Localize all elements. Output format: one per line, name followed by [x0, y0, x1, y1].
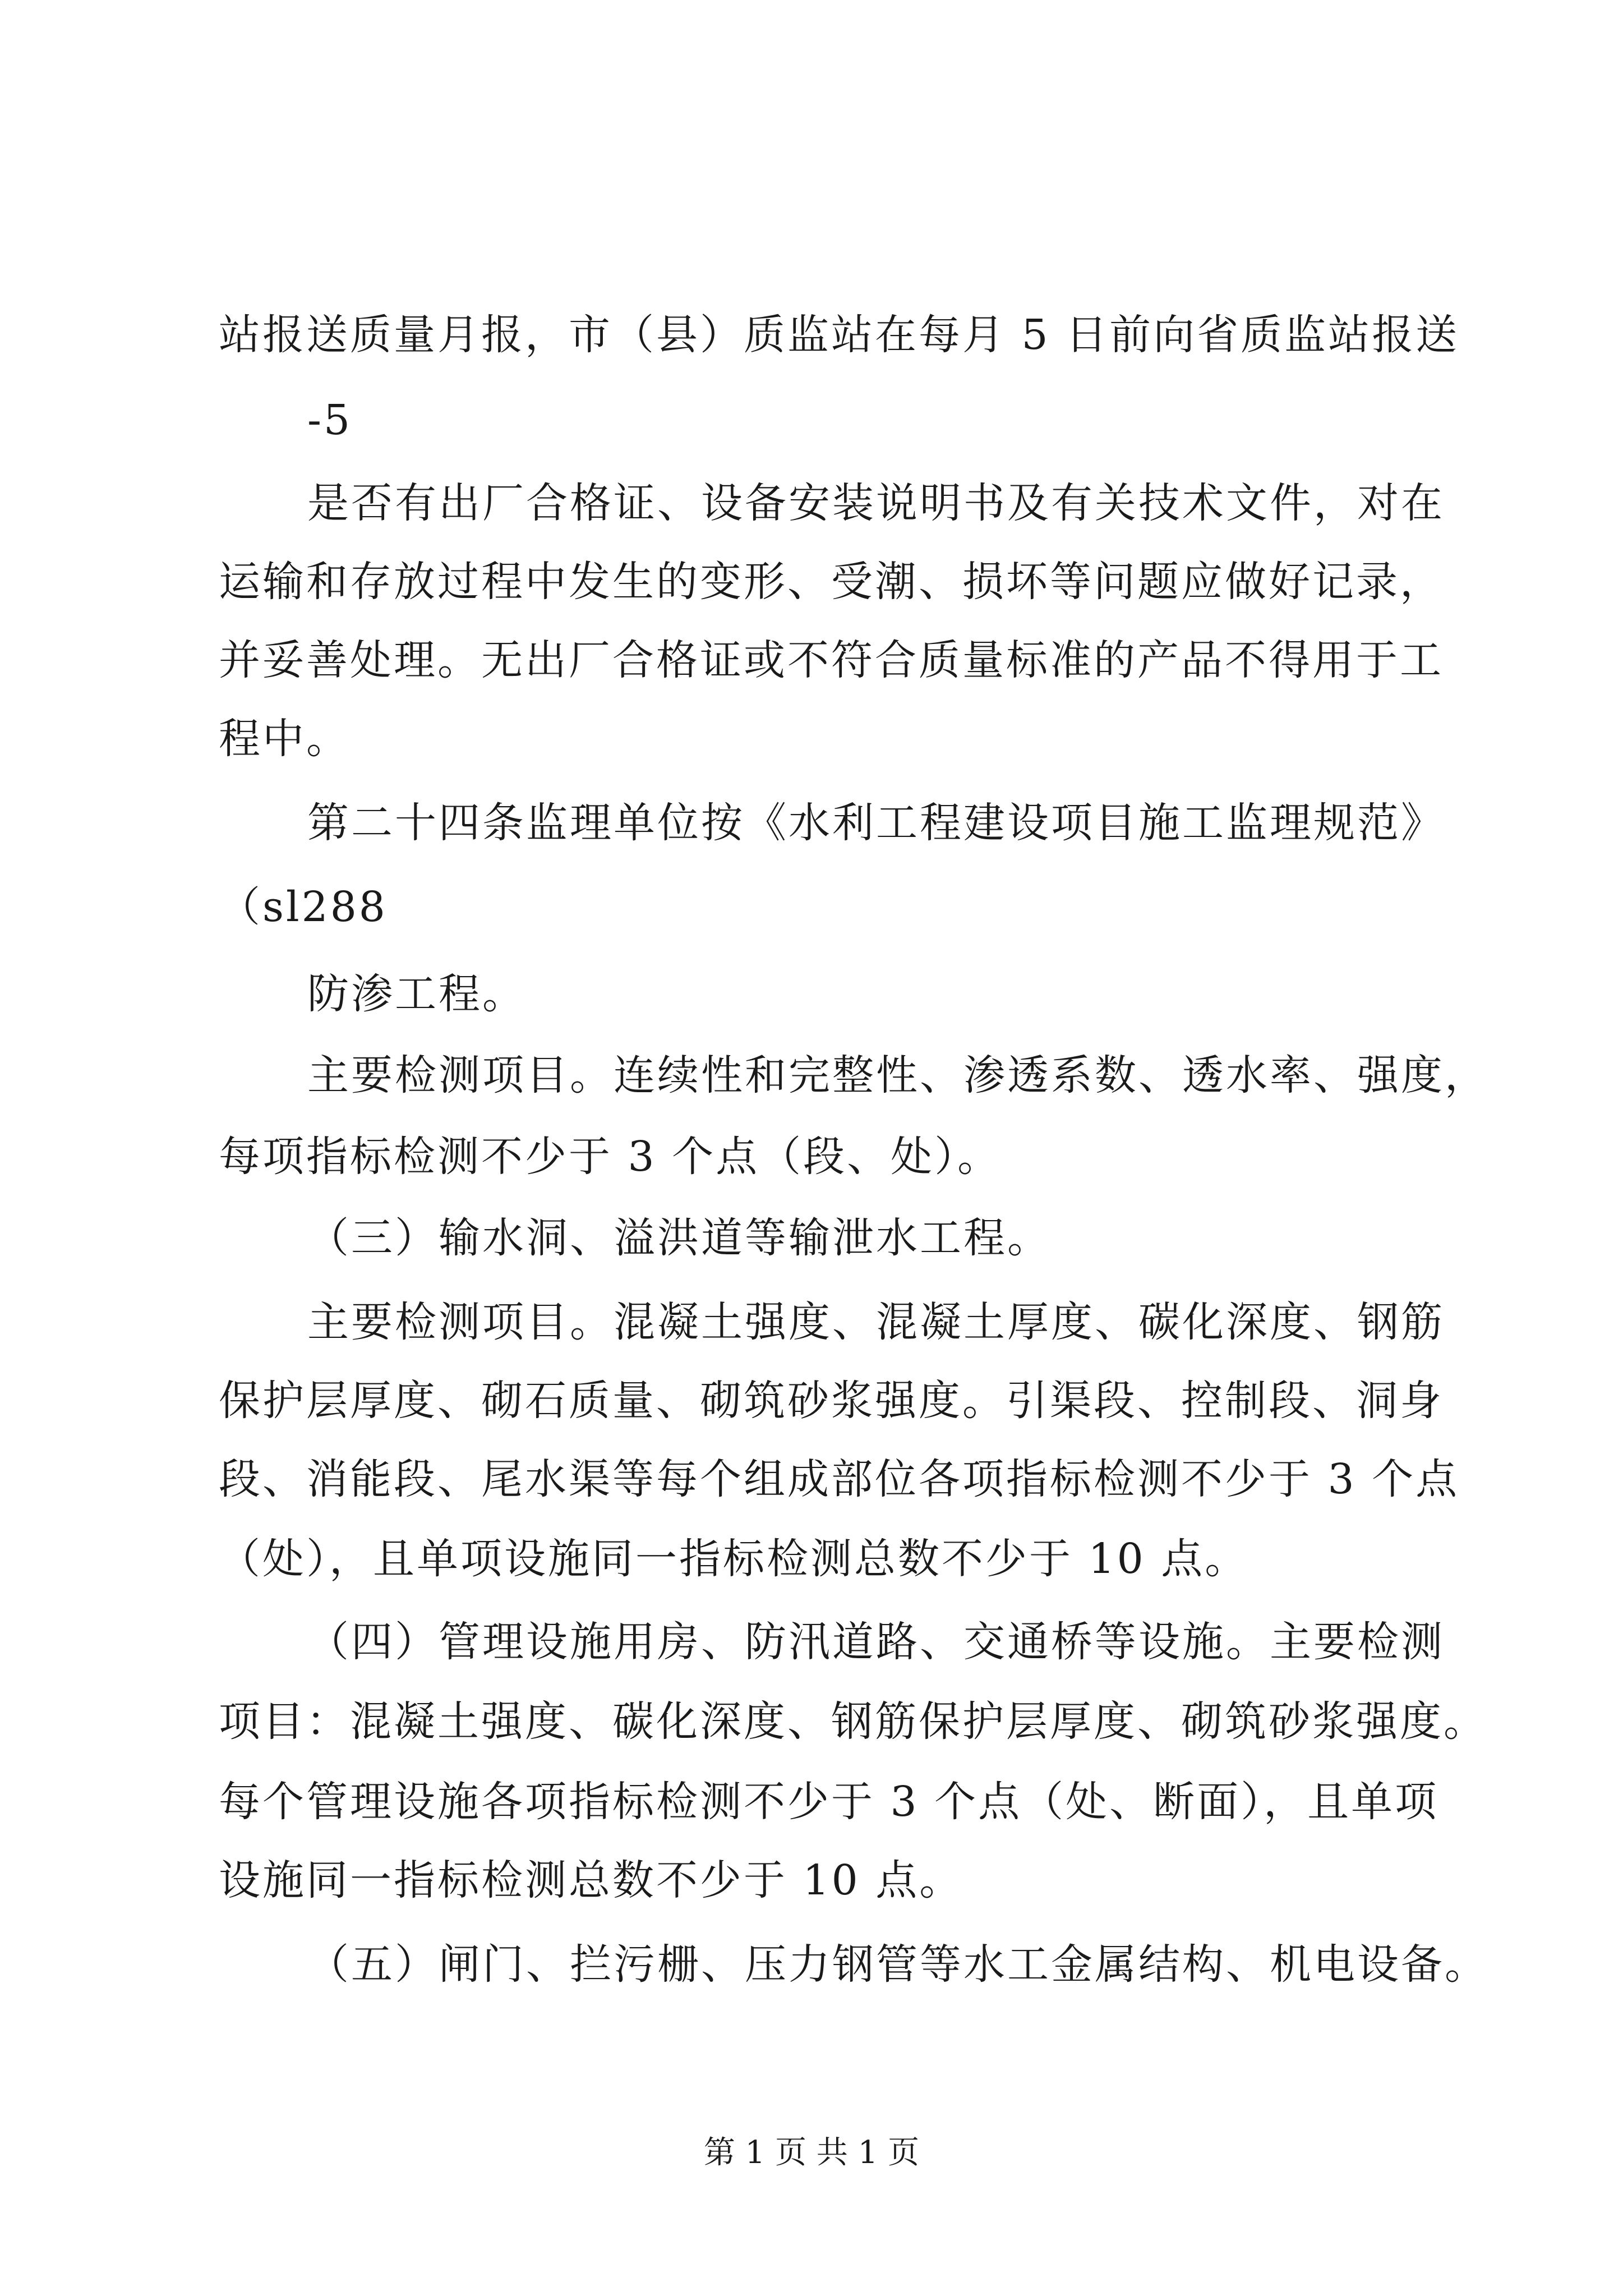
text-line: 程中。 — [219, 715, 350, 763]
text-line: 站报送质量月报，市（县）质监站在每月 5 日前向省质监站报送 — [219, 311, 1460, 359]
text-line: 每个管理设施各项指标检测不少于 3 个点（处、断面），且单项 — [219, 1778, 1439, 1826]
text-line: （四）管理设施用房、防汛道路、交通桥等设施。主要检测 — [307, 1618, 1445, 1666]
text-line: （五）闸门、拦污栅、压力钢管等水工金属结构、机电设备。 — [307, 1940, 1488, 1989]
text-line: 项目：混凝土强度、碳化深度、钢筋保护层厚度、砌筑砂浆强度。 — [219, 1697, 1487, 1746]
text-line: -5 — [307, 396, 353, 444]
text-line: 保护层厚度、砌石质量、砌筑砂浆强度。引渠段、控制段、洞身 — [219, 1377, 1444, 1425]
text-line: 并妥善处理。无出厂合格证或不符合质量标准的产品不得用于工 — [219, 636, 1444, 684]
text-line: 第二十四条监理单位按《水利工程建设项目施工监理规范》 — [307, 799, 1445, 847]
page-footer: 第 1 页 共 1 页 — [703, 2134, 920, 2171]
text-line: 主要检测项目。连续性和完整性、渗透系数、透水率、强度， — [307, 1051, 1488, 1099]
text-line: 设施同一指标检测总数不少于 10 点。 — [219, 1856, 963, 1904]
text-line: （三）输水洞、溢洪道等输泄水工程。 — [307, 1214, 1051, 1262]
text-line: 是否有出厂合格证、设备安装说明书及有关技术文件，对在 — [307, 479, 1445, 527]
text-line: 段、消能段、尾水渠等每个组成部位各项指标检测不少于 3 个点 — [219, 1455, 1460, 1503]
text-line: 防渗工程。 — [307, 970, 526, 1018]
text-line: 运输和存放过程中发生的变形、受潮、损坏等问题应做好记录， — [219, 558, 1444, 606]
text-line: 每项指标检测不少于 3 个点（段、处）。 — [219, 1133, 1002, 1181]
text-line: （处），且单项设施同一指标检测总数不少于 10 点。 — [219, 1535, 1249, 1583]
text-line: 主要检测项目。混凝土强度、混凝土厚度、碳化深度、钢筋 — [307, 1298, 1445, 1346]
text-line: （sl288 — [219, 883, 388, 931]
